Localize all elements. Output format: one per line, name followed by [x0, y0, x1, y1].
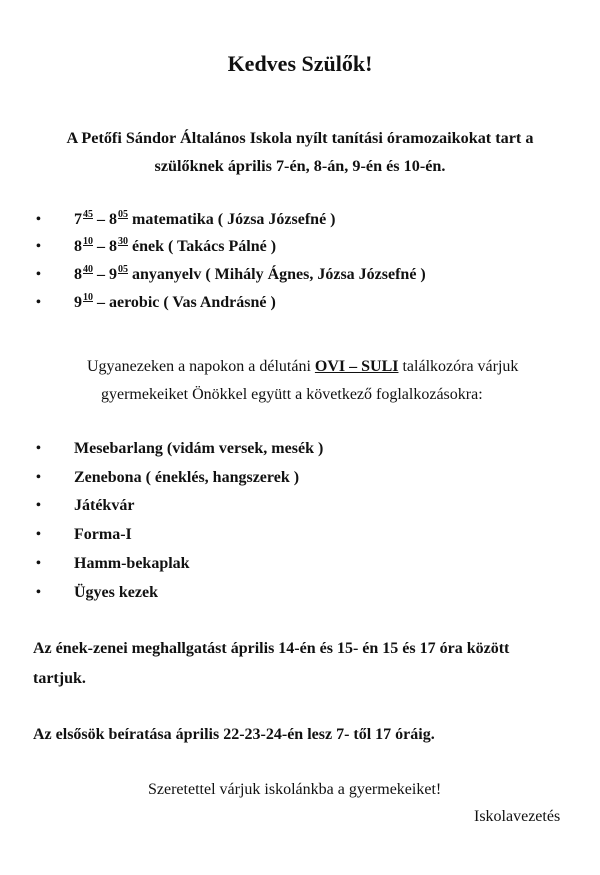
activity-label: Mesebarlang (vidám versek, mesék ): [74, 440, 324, 457]
bullet-icon: •: [36, 267, 41, 282]
start-minute: 10: [83, 236, 93, 247]
start-hour: 8: [74, 238, 82, 255]
bullet-icon: •: [36, 585, 41, 600]
schedule-item: [36, 238, 276, 256]
activity-item: [36, 469, 299, 487]
start-minute: 10: [83, 292, 93, 303]
intro-line-1: A Petőfi Sándor Általános Iskola nyílt tanítási óramozaikokat tart a: [66, 129, 534, 147]
activity-item: [36, 584, 158, 602]
end-hour: 8: [109, 211, 117, 228]
activity-label: Ügyes kezek: [74, 584, 158, 601]
activity-item: [36, 440, 323, 458]
schedule-item: [36, 211, 336, 229]
schedule-text: ének ( Takács Pálné ): [128, 238, 277, 255]
end-minute: 05: [118, 264, 128, 275]
intro-line-2: szülőknek április 7-én, 8-án, 9-én és 10-én.: [154, 157, 446, 175]
paragraph-text: Ugyanezeken a napokon a délutáni: [87, 358, 315, 375]
audition-notice-line-2: tartjuk.: [33, 670, 86, 687]
bullet-icon: •: [36, 212, 41, 227]
activity-item: [36, 526, 132, 544]
schedule-item: [36, 294, 276, 312]
activity-label: Játékvár: [74, 497, 135, 514]
closing-line: Szeretettel várjuk iskolánkba a gyermekeiket!: [148, 781, 442, 798]
activity-label: Hamm-bekaplak: [74, 555, 190, 572]
bullet-icon: •: [36, 498, 41, 513]
audition-notice-line-1: Az ének-zenei meghallgatást április 14-én és 15- én 15 és 17 óra között: [33, 640, 510, 657]
bullet-icon: •: [36, 295, 41, 310]
schedule-text: anyanyelv ( Mihály Ágnes, Józsa Józsefné ): [128, 266, 426, 283]
schedule-item: [36, 266, 426, 284]
schedule-text: matematika ( Józsa Józsefné ): [128, 211, 336, 228]
activity-item: [36, 497, 134, 515]
paragraph-text: találkozóra várjuk: [398, 358, 519, 375]
end-hour: 8: [109, 238, 117, 255]
start-hour: 7: [74, 211, 82, 228]
start-hour: 8: [74, 266, 82, 283]
end-minute: 05: [118, 209, 128, 220]
bullet-icon: •: [36, 441, 41, 456]
end-hour: 9: [109, 266, 117, 283]
schedule-text: – aerobic ( Vas Andrásné ): [93, 294, 276, 311]
time-separator: –: [93, 266, 109, 283]
enrollment-notice: Az elsősök beíratása április 22-23-24-én lesz 7- től 17 óráig.: [33, 726, 435, 743]
activity-item: [36, 555, 190, 573]
ovi-suli-highlight: OVI – SULI: [314, 358, 399, 375]
afternoon-paragraph-line-1: [87, 358, 518, 376]
bullet-icon: •: [36, 556, 41, 571]
start-minute: 45: [83, 209, 93, 220]
bullet-icon: •: [36, 527, 41, 542]
start-minute: 40: [83, 264, 93, 275]
end-minute: 30: [118, 236, 128, 247]
bullet-icon: •: [36, 239, 41, 254]
start-hour: 9: [74, 294, 82, 311]
time-separator: –: [93, 211, 109, 228]
time-separator: –: [93, 238, 109, 255]
page-title: Kedves Szülők!: [227, 51, 373, 76]
signature: Iskolavezetés: [474, 808, 561, 825]
bullet-icon: •: [36, 470, 41, 485]
afternoon-paragraph-line-2: gyermekeiket Önökkel együtt a következő foglalkozásokra:: [101, 386, 483, 403]
activity-label: Zenebona ( éneklés, hangszerek ): [74, 469, 300, 486]
activity-label: Forma-I: [74, 526, 132, 543]
